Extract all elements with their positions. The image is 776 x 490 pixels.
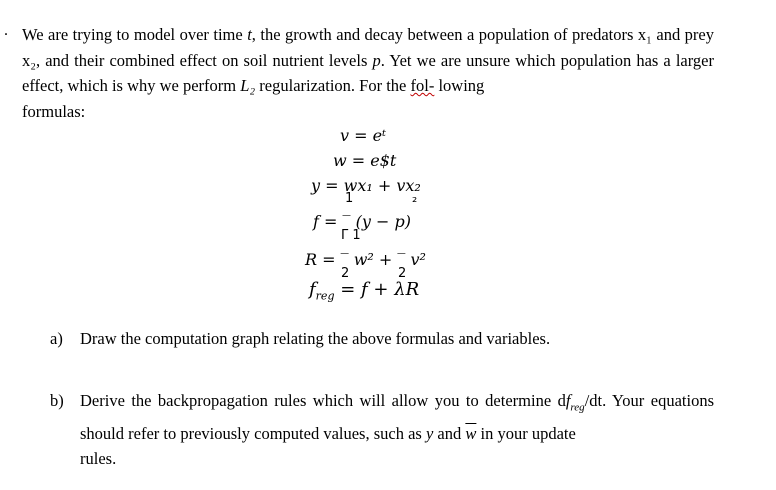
freg-expression: = f + λR bbox=[334, 279, 420, 300]
equation-w: w = e$t bbox=[333, 151, 397, 170]
question-b bbox=[50, 388, 730, 468]
question-text-part: equations should refer to previously computed values, such as bbox=[80, 391, 714, 443]
list-bullet: . bbox=[4, 22, 8, 39]
equation-r-denominator: 2 bbox=[341, 266, 350, 281]
variable-f: f bbox=[565, 391, 571, 410]
question-label: b) bbox=[50, 391, 64, 410]
equation-r: R = ‾ w² + ‾ v² bbox=[305, 250, 426, 269]
intro-text: regularization. For the bbox=[255, 76, 411, 95]
variable-y: y bbox=[425, 423, 434, 443]
question-a bbox=[50, 326, 730, 352]
freg-subscript: reg bbox=[315, 289, 335, 303]
intro-text: We are trying to model over time bbox=[22, 25, 248, 44]
intro-text: formulas: bbox=[22, 101, 86, 121]
intro-text: , the growth and decay between a population of predators bbox=[251, 25, 634, 44]
l2-symbol: L₂ bbox=[240, 76, 256, 95]
intro-text: lowing bbox=[434, 76, 485, 95]
question-text bbox=[80, 388, 714, 472]
equation-f: f = ‾ (y − p) bbox=[313, 212, 411, 231]
variable-reg: reg bbox=[570, 401, 585, 414]
intro-text: population has a larger effect, which is why we perform bbox=[22, 50, 714, 95]
equation-freg bbox=[309, 279, 419, 303]
equation-r-denominator: 2 bbox=[398, 266, 407, 281]
freg-symbol: f bbox=[309, 279, 316, 300]
question-text-part: rules. bbox=[80, 449, 117, 469]
problem-statement bbox=[22, 22, 714, 124]
equation-y-fraction: 1 bbox=[345, 191, 354, 206]
equation-v: v = eᵗ bbox=[340, 126, 387, 145]
equation-y: y = wx₁ + vx₂ bbox=[311, 176, 421, 195]
question-label: a) bbox=[50, 329, 63, 348]
question-text: Draw the computation graph relating the above formulas and variables. bbox=[80, 329, 551, 348]
question-text-part: /dt. Your bbox=[584, 391, 645, 410]
variable-w: $\overline{w}$ bbox=[465, 423, 477, 443]
question-text-part: in your update bbox=[476, 423, 576, 443]
spellcheck-word: fol- bbox=[410, 76, 435, 95]
equation-y-mark: ₂ bbox=[412, 191, 418, 206]
intro-text: . Yet we are unsure which bbox=[380, 50, 556, 70]
question-text-part: and bbox=[433, 423, 466, 443]
question-text-part: Derive the backpropagation rules which will allow you to determine d bbox=[80, 391, 566, 410]
variable-p: p bbox=[372, 50, 381, 70]
variable-t: t bbox=[247, 25, 252, 44]
equation-f-denominator: Γ 1 bbox=[341, 228, 361, 243]
intro-text: x₁ and prey x₂, and their combined effect on soil nutrient levels bbox=[22, 25, 715, 70]
